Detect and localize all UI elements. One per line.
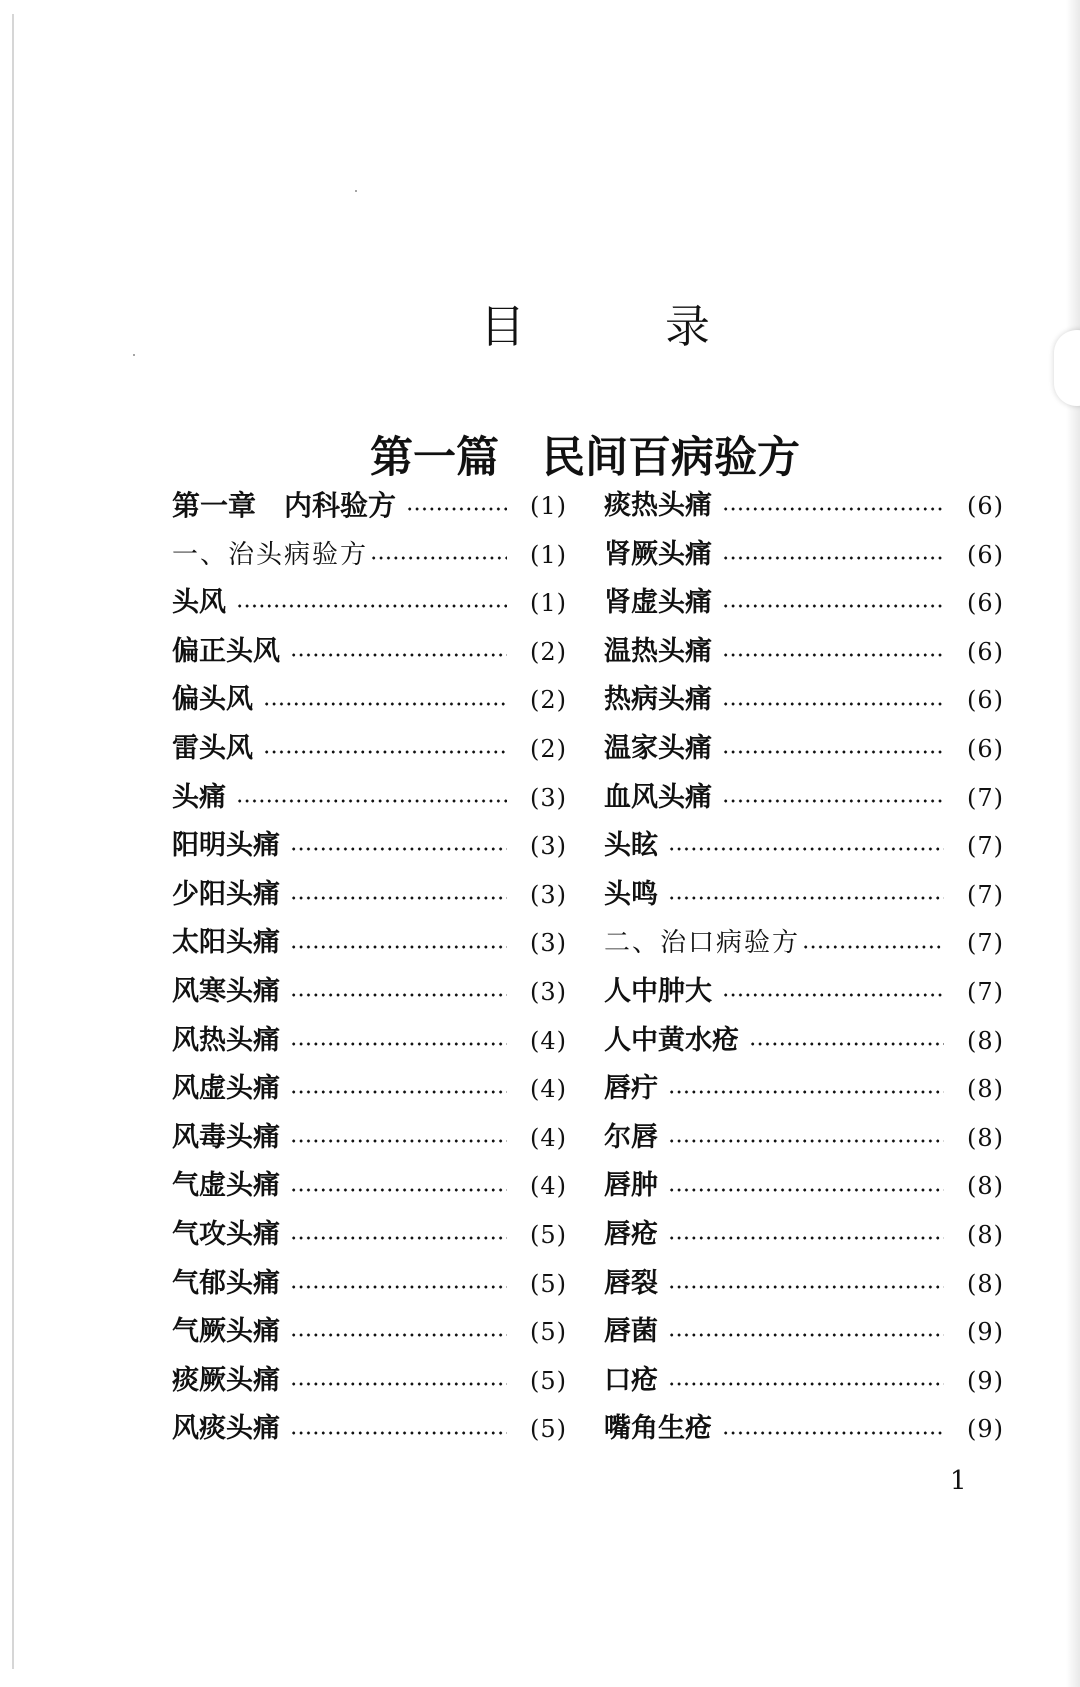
toc-entry-page: (1) (530, 589, 567, 618)
toc-entry-page: (7) (967, 832, 1004, 861)
toc-entry[interactable] (172, 725, 567, 774)
toc-entry-label: 嘴角生疮 (604, 1413, 712, 1445)
dot-leader (668, 1382, 944, 1386)
toc-entry[interactable] (172, 482, 567, 531)
toc-entry-page: (6) (967, 589, 1004, 618)
page-turn-handle[interactable] (1054, 330, 1080, 406)
dot-leader (722, 750, 944, 754)
toc-entry-page: (6) (967, 637, 1004, 666)
toc-entry-page: (7) (967, 929, 1004, 958)
toc-entry[interactable] (172, 1211, 567, 1260)
toc-entry[interactable] (604, 579, 1004, 628)
toc-entry-page: (1) (530, 540, 567, 569)
toc-entry[interactable] (604, 1211, 1004, 1260)
page-number: 1 (950, 1466, 967, 1496)
toc-entry-page: (6) (967, 540, 1004, 569)
toc-entry-page: (9) (967, 1366, 1004, 1395)
dot-leader (722, 507, 944, 511)
dot-leader (668, 847, 944, 851)
toc-entry-label: 温热头痛 (604, 635, 712, 667)
toc-entry-page: (5) (530, 1269, 567, 1298)
toc-entry-label: 唇裂 (604, 1267, 658, 1299)
toc-entry[interactable] (172, 1308, 567, 1357)
toc-entry[interactable] (172, 919, 567, 968)
toc-entry-page: (6) (967, 734, 1004, 763)
toc-entry[interactable] (604, 725, 1004, 774)
dot-leader (722, 556, 944, 560)
toc-entry[interactable] (172, 1065, 567, 1114)
dot-leader (290, 1236, 507, 1240)
toc-entry-label: 偏正头风 (172, 635, 280, 667)
toc-entry[interactable] (172, 774, 567, 823)
toc-entry[interactable] (172, 1405, 567, 1454)
scan-speck (133, 354, 135, 356)
dot-leader (722, 1431, 944, 1435)
toc-entry-label: 温家头痛 (604, 732, 712, 764)
toc-entry[interactable] (172, 579, 567, 628)
toc-entry-label: 一、治头病验方 (172, 539, 369, 570)
toc-entry-page: (3) (530, 783, 567, 812)
toc-entry[interactable] (604, 1162, 1004, 1211)
dot-leader (722, 702, 944, 706)
toc-entry-page: (4) (530, 1123, 567, 1152)
toc-entry[interactable] (604, 919, 1004, 968)
toc-entry[interactable] (604, 1405, 1004, 1454)
part-title: 第一篇 民间百病验方 (370, 433, 800, 483)
toc-entry-page: (4) (530, 1026, 567, 1055)
toc-entry-label: 头风 (172, 587, 226, 619)
toc-entry[interactable] (172, 968, 567, 1017)
toc-entry-label: 气攻头痛 (172, 1218, 280, 1250)
dot-leader (802, 945, 944, 949)
page-shadow (1066, 0, 1080, 1687)
toc-entry-label: 偏头风 (172, 684, 253, 716)
toc-entry-page: (3) (530, 832, 567, 861)
toc-entry-label: 太阳头痛 (172, 927, 280, 959)
toc-entry-label: 气厥头痛 (172, 1316, 280, 1348)
toc-entry-label: 气虚头痛 (172, 1170, 280, 1202)
toc-entry-page: (8) (967, 1026, 1004, 1055)
toc-entry[interactable] (172, 1357, 567, 1406)
toc-entry[interactable] (172, 822, 567, 871)
toc-entry[interactable] (172, 1162, 567, 1211)
toc-entry-label: 人中黄水疮 (604, 1024, 739, 1056)
toc-entry[interactable] (172, 1017, 567, 1066)
toc-entry-page: (7) (967, 783, 1004, 812)
dot-leader (290, 945, 507, 949)
dot-leader (263, 750, 507, 754)
toc-entry-page: (1) (530, 492, 567, 520)
toc-entry-label: 热病头痛 (604, 684, 712, 716)
toc-entry-label: 痰厥头痛 (172, 1364, 280, 1396)
toc-entry-label: 风毒头痛 (172, 1121, 280, 1153)
toc-entry[interactable] (172, 628, 567, 677)
toc-entry[interactable] (604, 628, 1004, 677)
toc-entry-label: 雷头风 (172, 732, 253, 764)
dot-leader (749, 1042, 944, 1046)
dot-leader (290, 653, 507, 657)
toc-entry[interactable] (604, 1308, 1004, 1357)
toc-entry-page: (3) (530, 977, 567, 1006)
toc-entry-page: (8) (967, 1220, 1004, 1249)
toc-entry-page: (2) (530, 734, 567, 763)
toc-entry[interactable] (604, 871, 1004, 920)
toc-entry-page: (2) (530, 637, 567, 666)
toc-entry-label: 阳明头痛 (172, 830, 280, 862)
toc-entry-label: 肾厥头痛 (604, 538, 712, 570)
toc-left-column (172, 482, 567, 1454)
toc-entry[interactable] (604, 1065, 1004, 1114)
dot-leader (290, 1188, 507, 1192)
toc-entry-label: 尔唇 (604, 1121, 658, 1153)
toc-entry-label: 头眩 (604, 830, 658, 862)
toc-entry[interactable] (172, 1114, 567, 1163)
toc-entry-page: (5) (530, 1318, 567, 1347)
dot-leader (290, 1333, 507, 1337)
toc-entry-page: (9) (967, 1318, 1004, 1347)
dot-leader (290, 1090, 507, 1094)
toc-entry-page: (7) (967, 977, 1004, 1006)
dot-leader (668, 1285, 944, 1289)
scan-speck (355, 190, 357, 192)
toc-entry[interactable] (604, 822, 1004, 871)
toc-entry-label: 气郁头痛 (172, 1267, 280, 1299)
dot-leader (290, 1382, 507, 1386)
toc-entry-label: 血风头痛 (604, 781, 712, 813)
dot-leader (290, 1042, 507, 1046)
toc-entry-label: 唇疮 (604, 1218, 658, 1250)
toc-entry-page: (3) (530, 880, 567, 909)
dot-leader (668, 1139, 944, 1143)
dot-leader (406, 507, 507, 511)
dot-leader (290, 1285, 507, 1289)
toc-entry[interactable] (604, 676, 1004, 725)
toc-entry-label: 唇菌 (604, 1316, 658, 1348)
toc-entry-page: (8) (967, 1075, 1004, 1104)
dot-leader (290, 993, 507, 997)
toc-entry-page: (5) (530, 1366, 567, 1395)
dot-leader (668, 1333, 944, 1337)
dot-leader (290, 847, 507, 851)
dot-leader (290, 1139, 507, 1143)
toc-entry-page: (8) (967, 1123, 1004, 1152)
toc-entry-label: 少阳头痛 (172, 878, 280, 910)
toc-entry[interactable] (604, 531, 1004, 580)
toc-entry-page: (2) (530, 686, 567, 715)
toc-right-column (604, 482, 1004, 1454)
toc-entry[interactable] (604, 482, 1004, 531)
toc-entry[interactable] (604, 1114, 1004, 1163)
dot-leader (668, 1236, 944, 1240)
toc-entry-page: (4) (530, 1075, 567, 1104)
toc-title-char: 录 (664, 300, 710, 353)
toc-entry-page: (6) (967, 686, 1004, 715)
toc-entry[interactable] (172, 871, 567, 920)
toc-entry-label: 二、治口病验方 (604, 928, 801, 959)
toc-entry-page: (8) (967, 1172, 1004, 1201)
dot-leader (668, 896, 944, 900)
toc-entry[interactable] (604, 968, 1004, 1017)
toc-entry-label: 唇疔 (604, 1073, 658, 1105)
toc-entry[interactable] (172, 1260, 567, 1309)
dot-leader (722, 653, 944, 657)
toc-entry-page: (5) (530, 1415, 567, 1444)
dot-leader (722, 604, 944, 608)
toc-entry-page: (4) (530, 1172, 567, 1201)
page-edge (12, 14, 14, 1669)
dot-leader (722, 799, 944, 803)
toc-entry-label: 第一章 内科验方 (172, 489, 397, 522)
toc-title (480, 290, 710, 355)
dot-leader (290, 896, 507, 900)
toc-entry-label: 唇肿 (604, 1170, 658, 1202)
toc-entry-label: 人中肿大 (604, 975, 712, 1007)
toc-entry[interactable] (172, 676, 567, 725)
toc-entry-page: (9) (967, 1415, 1004, 1444)
toc-entry-label: 风虚头痛 (172, 1073, 280, 1105)
toc-entry-label: 风痰头痛 (172, 1413, 280, 1445)
toc-entry-page: (3) (530, 929, 567, 958)
dot-leader (236, 799, 507, 803)
dot-leader (263, 702, 507, 706)
toc-title-char: 目 (480, 300, 526, 353)
dot-leader (370, 556, 507, 560)
dot-leader (236, 604, 507, 608)
toc-entry-label: 肾虚头痛 (604, 587, 712, 619)
toc-entry[interactable] (604, 1017, 1004, 1066)
toc-entry[interactable] (604, 774, 1004, 823)
dot-leader (290, 1431, 507, 1435)
toc-entry-label: 头痛 (172, 781, 226, 813)
dot-leader (722, 993, 944, 997)
toc-entry-label: 风热头痛 (172, 1024, 280, 1056)
toc-entry-label: 头鸣 (604, 878, 658, 910)
toc-entry[interactable] (604, 1357, 1004, 1406)
dot-leader (668, 1090, 944, 1094)
toc-entry-label: 口疮 (604, 1364, 658, 1396)
toc-entry-label: 风寒头痛 (172, 975, 280, 1007)
toc-entry-page: (7) (967, 880, 1004, 909)
toc-entry-page: (8) (967, 1269, 1004, 1298)
toc-entry[interactable] (172, 531, 567, 580)
toc-entry[interactable] (604, 1260, 1004, 1309)
toc-entry-page: (5) (530, 1220, 567, 1249)
dot-leader (668, 1188, 944, 1192)
toc-entry-page: (6) (967, 492, 1004, 520)
toc-entry-label: 痰热头痛 (604, 490, 712, 521)
